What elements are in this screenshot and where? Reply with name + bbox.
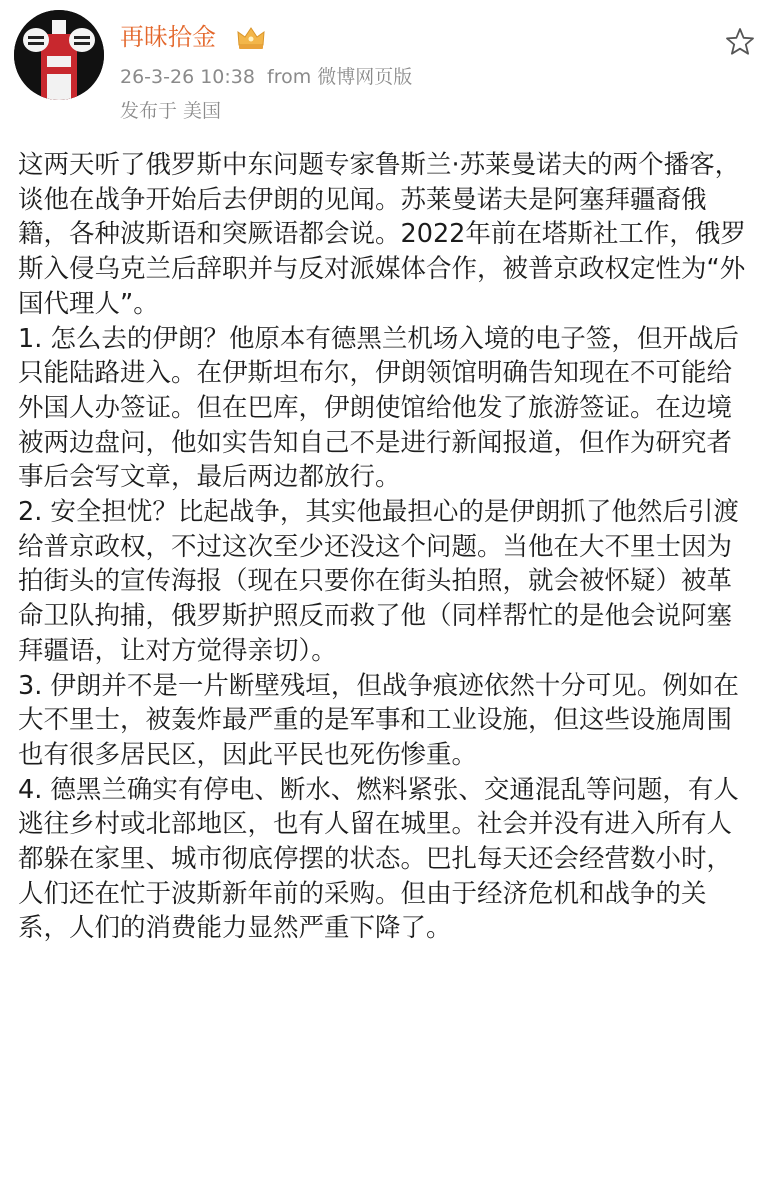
- post-paragraph-4: 4. 德黑兰确实有停电、断水、燃料紧张、交通混乱等问题，有人逃往乡村或北部地区，也有人留在城里。社会并没有进入所有人都躲在家里、城市彻底停摆的状态。巴扎每天还会经营数小时，人们还在忙于波斯新年前的采购。但由于经济危机和战争的关系，人们的消费能力显然严重下降了。: [18, 774, 739, 944]
- post-header: [0, 0, 761, 140]
- crown-icon[interactable]: [236, 25, 266, 51]
- avatar-image: [14, 10, 104, 100]
- post-body: [18, 148, 753, 946]
- post-paragraph-1: 1. 怎么去的伊朗？他原本有德黑兰机场入境的电子签，但开战后只能陆路进入。在伊斯坦布尔，伊朗领馆明确告知现在不可能给外国人办签证。但在巴库，伊朗使馆给他发了旅游签证。在边境被两边盘问，他如实告知自己不是进行新闻报道，但作为研究者事后会写文章，最后两边都放行。: [18, 323, 739, 493]
- author-name[interactable]: 再昧拾金: [120, 23, 216, 51]
- star-outline-icon[interactable]: [724, 26, 756, 58]
- post-paragraph-3: 3. 伊朗并不是一片断壁残垣，但战争痕迹依然十分可见。例如在大不里士，被轰炸最严重的是军事和工业设施，但这些设施周围也有很多居民区，因此平民也死伤惨重。: [18, 670, 739, 770]
- post-timestamp[interactable]: 26-3-26 10:38: [120, 66, 255, 88]
- post-meta: [120, 64, 412, 90]
- avatar[interactable]: [14, 10, 104, 100]
- post-paragraph-2: 2. 安全担忧？比起战争，其实他最担心的是伊朗抓了他然后引渡给普京政权，不过这次至少还没这个问题。当他在大不里士因为拍街头的宣传海报（现在只要你在街头拍照，就会被怀疑）被革命卫队拘捕，俄罗斯护照反而救了他（同样帮忙的是他会说阿塞拜疆语，让对方觉得亲切）。: [18, 497, 739, 666]
- post-paragraph-intro: 这两天听了俄罗斯中东问题专家鲁斯兰·苏莱曼诺夫的两个播客，谈他在战争开始后去伊朗的见闻。苏莱曼诺夫是阿塞拜疆裔俄籍，各种波斯语和突厥语都会说。2022年前在塔斯社工作，俄罗斯入侵乌克兰后辞职并与反对派媒体合作，被普京政权定性为“外国代理人”。: [18, 150, 746, 319]
- post-source: from 微博网页版: [267, 66, 413, 88]
- post-location: 发布于 美国: [120, 100, 222, 122]
